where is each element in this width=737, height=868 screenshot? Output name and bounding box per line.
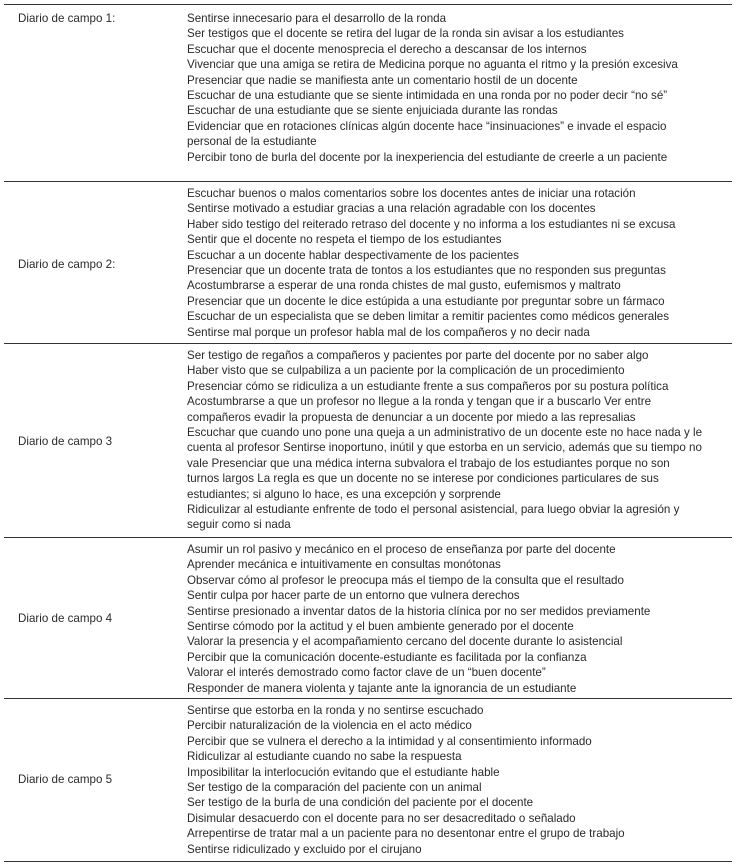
list-item: Sentirse presionado a inventar datos de la historia clínica por no ser medidos previamente <box>187 604 651 618</box>
list-item: Escuchar que el docente menosprecia el derecho a descansar de los internos <box>187 42 587 56</box>
list-item: Escuchar de una estudiante que se siente enjuiciada durante las rondas <box>187 104 558 118</box>
row-items <box>187 186 732 340</box>
list-item: Disimular desacuerdo con el docente para no ser desacreditado o señalado <box>187 811 576 825</box>
list-item: Acostumbrarse a esperar de una ronda chistes de mal gusto, eufemismos y maltrato <box>187 279 621 293</box>
list-item: Observar cómo al profesor le preocupa más el tiempo de la consulta que el resultado <box>187 573 624 587</box>
list-item: Ser testigo de regaños a compañeros y pacientes por parte del docente por no saber algo <box>187 349 649 362</box>
list-item: Haber sido testigo del reiterado retraso del docente y no informa a los estudiantes ni se excusa <box>187 217 676 231</box>
list-item: Haber visto que se culpabiliza a un paciente por la complicación de un procedimiento <box>187 364 625 378</box>
list-item: Ridiculizar al estudiante cuando no sabe la respuesta <box>187 750 462 764</box>
list-item: Presenciar que nadie se manifiesta ante un comentario hostil de un docente <box>187 73 578 87</box>
list-item: Sentirse motivado a estudiar gracias a una relación agradable con los docentes <box>187 202 596 216</box>
row-items <box>187 348 732 533</box>
list-item: Percibir naturalización de la violencia en el acto médico <box>187 719 472 733</box>
list-item: Sentirse innecesario para el desarrollo de la ronda <box>187 12 447 25</box>
list-item: Ser testigo de la burla de una condición del paciente por el docente <box>187 796 534 810</box>
table-row <box>0 698 737 861</box>
row-label: Diario de campo 3 <box>18 435 113 448</box>
list-item: Sentirse mal porque un profesor habla mal de los compañeros y no decir nada <box>187 325 590 339</box>
table-row <box>0 181 737 343</box>
list-item: Ser testigos que el docente se retira del lugar de la ronda sin avisar a los estudiantes <box>187 27 624 41</box>
table-row <box>0 343 737 537</box>
list-item: Imposibilitar la interlocución evitando que el estudiante hable <box>187 765 500 779</box>
list-item: Sentirse cómodo por la actitud y el buen ambiente generado por el docente <box>187 620 574 634</box>
list-item: Aprender mecánica e intuitivamente en consultas monótonas <box>187 558 501 572</box>
list-item: Escuchar de una estudiante que se siente intimidada en una ronda por no poder decir “no sé” <box>187 89 668 103</box>
list-item: Sentirse que estorba en la ronda y no sentirse escuchado <box>187 704 484 717</box>
list-item: Asumir un rol pasivo y mecánico en el proceso de enseñanza por parte del docente <box>187 543 616 556</box>
list-item: Escuchar que cuando uno pone una queja a un administrativo de un docente este no hace nada y le cuenta al profesor Sentirse inoportuno, inútil y que estorba en un servicio, además que su tiempo no vale Presenciar que una médica interna subvalora el trabajo de los estudiantes porque no son turnos largos La regla es que un docente no se interese por condiciones particulares de sus estudiantes; si alguno lo hace, es una excepción y sorprende <box>187 426 703 501</box>
list-item: Acostumbrarse a que un profesor no llegue a la ronda y tengan que ir a buscarlo Ver entre compañeros evadir la propuesta de denunciar a un docente por miedo a las represalias <box>187 395 652 424</box>
list-item: Presenciar que un docente trata de tontos a los estudiantes que no responden sus preguntas <box>187 264 666 278</box>
list-item: Presenciar que un docente le dice estúpida a una estudiante por preguntar sobre un fármaco <box>187 294 665 308</box>
list-item: Responder de manera violenta y tajante ante la ignorancia de un estudiante <box>187 681 577 695</box>
row-items <box>187 703 732 857</box>
list-item: Presenciar cómo se ridiculiza a un estudiante frente a sus compañeros por su postura política <box>187 379 669 393</box>
list-item: Percibir que la comunicación docente-estudiante es facilitada por la confianza <box>187 650 587 664</box>
row-items <box>187 11 732 165</box>
row-items <box>187 542 732 696</box>
row-label: Diario de campo 1: <box>18 12 116 25</box>
list-item: Escuchar de un especialista que se deben limitar a remitir pacientes como médicos generales <box>187 310 670 324</box>
list-item: Arrepentirse de tratar mal a un paciente para no desentonar entre el grupo de trabajo <box>187 827 625 841</box>
list-item: Ridiculizar al estudiante enfrente de todo el personal asistencial, para luego obviar la agresión y seguir como si nada <box>187 503 680 532</box>
row-label: Diario de campo 2: <box>18 258 116 271</box>
list-item: Evidenciar que en rotaciones clínicas algún docente hace “insinuaciones” e invade el espacio personal de la estudiante <box>187 119 667 149</box>
list-item: Escuchar buenos o malos comentarios sobre los docentes antes de iniciar una rotación <box>187 187 636 200</box>
table-row <box>0 537 737 698</box>
list-item: Vivenciar que una amiga se retira de Medicina porque no aguanta el ritmo y la presión excesiva <box>187 58 678 72</box>
list-item: Percibir tono de burla del docente por la inexperiencia del estudiante de creerle a un paciente <box>187 150 668 164</box>
list-item: Percibir que se vulnera el derecho a la intimidad y al consentimiento informado <box>187 734 592 748</box>
list-item: Valorar el interés demostrado como factor clave de un “buen docente” <box>187 666 546 680</box>
list-item: Valorar la presencia y el acompañamiento cercano del docente durante lo asistencial <box>187 635 623 649</box>
list-item: Sentirse ridiculizado y excluido por el cirujano <box>187 842 422 856</box>
list-item: Sentir que el docente no respeta el tiempo de los estudiantes <box>187 233 502 247</box>
list-item: Escuchar a un docente hablar despectivamente de los pacientes <box>187 248 519 262</box>
table-row <box>0 4 737 181</box>
list-item: Ser testigo de la comparación del paciente con un animal <box>187 781 482 795</box>
table-bottom-rule <box>4 861 732 862</box>
list-item: Sentir culpa por hacer parte de un entorno que vulnera derechos <box>187 589 520 603</box>
row-label: Diario de campo 4 <box>18 612 113 625</box>
row-label: Diario de campo 5 <box>18 773 113 786</box>
